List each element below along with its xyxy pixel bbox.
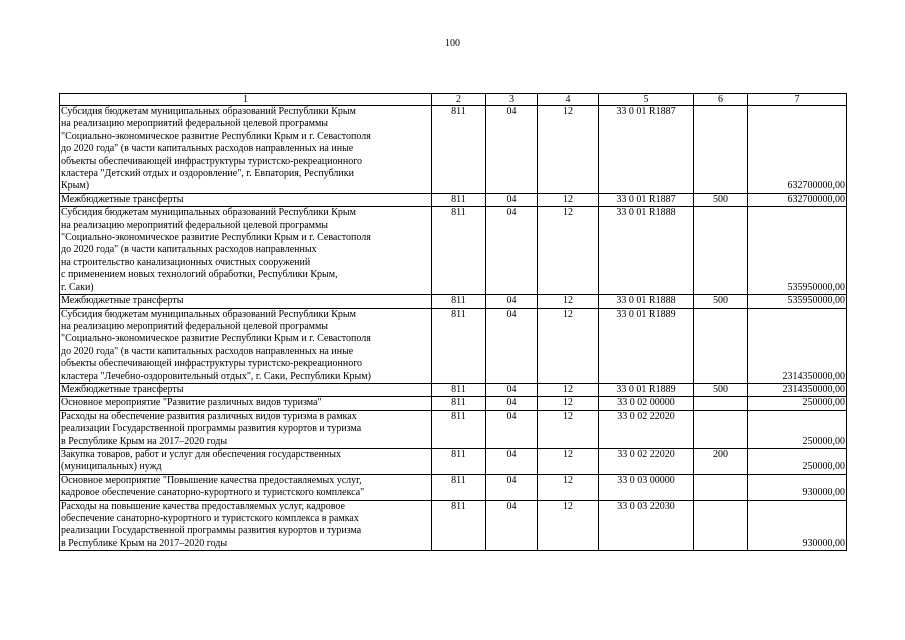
row-name: Межбюджетные трансферты [61,295,184,307]
row-col4: 12 [538,474,599,500]
row-col3: 04 [486,295,538,308]
row-col6: 500 [694,383,748,396]
row-col6: 500 [694,295,748,308]
row-amount: 250000,00 [748,448,847,474]
row-name: Закупка товаров, работ и услуг для обеспечения государственных (муниципальных) нужд [61,448,342,473]
row-amount: 535950000,00 [748,295,847,308]
row-col3: 04 [486,106,538,194]
row-col6: 200 [694,448,748,474]
row-col2: 811 [432,207,486,295]
row-name: Межбюджетные трансферты [61,193,184,205]
page-number: 100 [445,38,460,49]
table-row [60,295,847,308]
row-amount: 2314350000,00 [748,308,847,383]
row-col2: 811 [432,295,486,308]
row-col4: 12 [538,448,599,474]
table-row [60,383,847,396]
row-amount: 250000,00 [748,410,847,448]
row-col5: 33 0 02 22020 [599,410,694,448]
header-cell: 4 [538,94,599,106]
row-col4: 12 [538,397,599,410]
header-cell: 5 [599,94,694,106]
row-col6 [694,500,748,551]
row-col6 [694,474,748,500]
row-name: Расходы на повышение качества предоставляемых услуг, кадровое обеспечение санаторно-курортного и туристского комплекса в рамках реализации Государственной программы развития курортов и туризма в Республике Крым на 2017–2020 годы [61,500,362,549]
row-name: Субсидия бюджетам муниципальных образований Республики Крым на реализацию мероприятий федеральной целевой программы "Социально-экономическое развитие Республики Крым и г. Севастополя до 2020 года" (в части капитальных расходов направленных на иные объекты обеспечивающей инфраструктуры туристско-рекреационного кластера "Лечебно-оздоровительный отдых", г. Саки, Республики Крым) [61,308,371,382]
row-col3: 04 [486,193,538,206]
row-amount: 250000,00 [748,397,847,410]
budget-table [59,93,847,551]
row-col5: 33 0 01 R1887 [599,193,694,206]
row-col3: 04 [486,207,538,295]
header-cell: 7 [748,94,847,106]
row-col3: 04 [486,474,538,500]
row-amount: 535950000,00 [748,207,847,295]
row-col4: 12 [538,193,599,206]
table-row [60,448,847,474]
row-name: Расходы на обеспечение развития различных видов туризма в рамках реализации Государственной программы развития курортов и туризма в Республике Крым на 2017–2020 годы [61,410,362,447]
row-amount: 632700000,00 [748,193,847,206]
row-col2: 811 [432,193,486,206]
row-col2: 811 [432,106,486,194]
table-row [60,193,847,206]
row-col5: 33 0 01 R1888 [599,295,694,308]
header-cell: 2 [432,94,486,106]
table-header-row [60,94,847,106]
row-col2: 811 [432,500,486,551]
row-col4: 12 [538,410,599,448]
row-col4: 12 [538,383,599,396]
row-col3: 04 [486,500,538,551]
row-col3: 04 [486,383,538,396]
row-col4: 12 [538,207,599,295]
row-name: Субсидия бюджетам муниципальных образований Республики Крым на реализацию мероприятий федеральной целевой программы "Социально-экономическое развитие Республики Крым и г. Севастополя до 2020 года" (в части капитальных расходов направленных на строительство канализационных очистных сооружений с применением новых технологий обработки, Республики Крым, г. Саки) [61,207,371,293]
row-col3: 04 [486,308,538,383]
row-col2: 811 [432,383,486,396]
row-col4: 12 [538,308,599,383]
table-row [60,207,847,295]
row-col4: 12 [538,106,599,194]
table-row [60,397,847,410]
row-col5: 33 0 01 R1888 [599,207,694,295]
row-col3: 04 [486,410,538,448]
row-col6 [694,207,748,295]
row-amount: 930000,00 [748,500,847,551]
row-col5: 33 0 01 R1889 [599,383,694,396]
table-row [60,410,847,448]
table-row [60,500,847,551]
row-col4: 12 [538,500,599,551]
row-name: Межбюджетные трансферты [61,383,184,395]
row-name: Основное мероприятие "Развитие различных видов туризма" [61,397,322,409]
table-row [60,106,847,194]
row-col6 [694,308,748,383]
row-col5: 33 0 01 R1887 [599,106,694,194]
row-col2: 811 [432,474,486,500]
row-col4: 12 [538,295,599,308]
row-col2: 811 [432,410,486,448]
header-cell: 3 [486,94,538,106]
row-col6 [694,397,748,410]
row-col5: 33 0 01 R1889 [599,308,694,383]
row-col3: 04 [486,448,538,474]
row-col3: 04 [486,397,538,410]
row-col2: 811 [432,448,486,474]
row-name: Основное мероприятие "Повышение качества предоставляемых услуг, кадровое обеспечение санаторно-курортного и туристского комплекса" [61,474,365,499]
row-amount: 930000,00 [748,474,847,500]
row-col6: 500 [694,193,748,206]
header-cell: 6 [694,94,748,106]
row-col6 [694,410,748,448]
table-row [60,308,847,383]
row-col2: 811 [432,308,486,383]
row-col5: 33 0 03 22030 [599,500,694,551]
row-col2: 811 [432,397,486,410]
row-col5: 33 0 02 00000 [599,397,694,410]
header-cell: 1 [60,94,432,106]
row-amount: 632700000,00 [748,106,847,194]
row-col5: 33 0 02 22020 [599,448,694,474]
row-col5: 33 0 03 00000 [599,474,694,500]
table-row [60,474,847,500]
row-col6 [694,106,748,194]
row-name: Субсидия бюджетам муниципальных образований Республики Крым на реализацию мероприятий федеральной целевой программы "Социально-экономическое развитие Республики Крым и г. Севастополя до 2020 года" (в части капитальных расходов направленных на иные объекты обеспечивающей инфраструктуры туристско-рекреационного кластера "Детский отдых и оздоровление", г. Евпатория, Республики Крым) [61,106,371,192]
row-amount: 2314350000,00 [748,383,847,396]
